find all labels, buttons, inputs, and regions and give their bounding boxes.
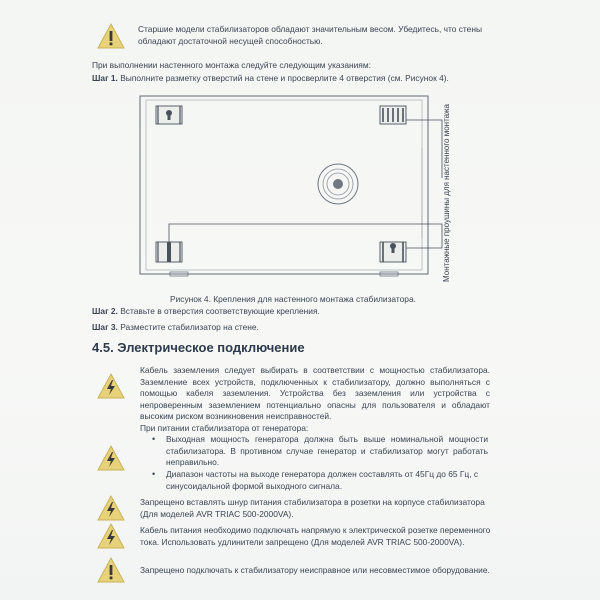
step-1 bbox=[92, 73, 532, 85]
step-3-label: Шаг 3. bbox=[92, 322, 118, 332]
figure-caption: Рисунок 4. Крепления для настенного монтажа стабилизатора. bbox=[170, 294, 416, 304]
electric-hazard-icon bbox=[96, 372, 126, 400]
figure-side-label: Монтажные проушины для настенного монтажа bbox=[442, 104, 451, 282]
warning-exclamation-icon bbox=[96, 22, 126, 50]
section-title: 4.5. Электрическое подключение bbox=[92, 340, 305, 355]
bullet-dot: • bbox=[152, 434, 156, 444]
mount-lug-bottom-right bbox=[380, 242, 406, 262]
faulty-warning-text: Запрещено подключать к стабилизатору неисправное или несовместимое оборудование. bbox=[140, 565, 490, 575]
bullet-dot: • bbox=[152, 469, 156, 479]
generator-intro: При питании стабилизатора от генератора: bbox=[140, 423, 309, 433]
wall-mount-intro: При выполнении настенного монтажа следуйте следующим указаниям: bbox=[92, 60, 371, 70]
step-1-label: Шаг 1. bbox=[92, 73, 118, 83]
step-2-text: Вставьте в отверстия соответствующие крепления. bbox=[120, 306, 320, 316]
generator-bullet-1: Выходная мощность генератора должна быть выше номинальной мощности стабилизатора. В противном случае генератор и стабилизатор могут работать неправильно. bbox=[166, 434, 488, 467]
step-2 bbox=[92, 306, 512, 318]
mount-lug-bottom-left bbox=[156, 242, 182, 262]
step-2-label: Шаг 2. bbox=[92, 306, 118, 316]
figure-4-diagram bbox=[130, 88, 460, 288]
electric-hazard-icon bbox=[96, 494, 126, 522]
step-1-text: Выполните разметку отверстий на стене и просверлите 4 отверстия (см. Рисунок 4). bbox=[120, 73, 449, 83]
generator-bullet-2: Диапазон частоты на выходе генератора должен составлять от 45Гц до 65 Гц, с синусоидальной формой выходного сигнала. bbox=[166, 469, 479, 491]
mount-lug-top-right bbox=[380, 106, 406, 124]
step-3 bbox=[92, 322, 512, 334]
mount-lug-top-left bbox=[156, 106, 182, 124]
socket-warning-text: Запрещено вставлять шнур питания стабилизатора в розетки на корпусе стабилизатора (Для моделей AVR TRIAC 500-2000VA). bbox=[140, 497, 485, 519]
warning-weight-text: Старшие модели стабилизаторов обладают значительным весом. Убедитесь, что стены обладают достаточной несущей способностью. bbox=[138, 24, 482, 46]
step-3-text: Разместите стабилизатор на стене. bbox=[120, 322, 259, 332]
electric-hazard-icon bbox=[96, 444, 126, 472]
warning-exclamation-icon bbox=[96, 556, 126, 584]
extension-warning-text: Кабель питания необходимо подключать напрямую к электрической розетке переменного тока. Использовать удлинители запрещено (Для моделей AVR TRIAC 500-2000VA). bbox=[140, 525, 491, 547]
ground-warning-text: Кабель заземления следует выбирать в соответствии с мощностью стабилизатора. Заземление всех устройств, подключенных к стабилизатору, должно выполняться с помощью кабеля заземления. Устройства без заземления или устройства с непроверенным заземлением потенциально опасны для пользователя и обладают высоким риском возникновения неисправностей. bbox=[140, 365, 490, 421]
electric-hazard-icon bbox=[96, 522, 126, 550]
